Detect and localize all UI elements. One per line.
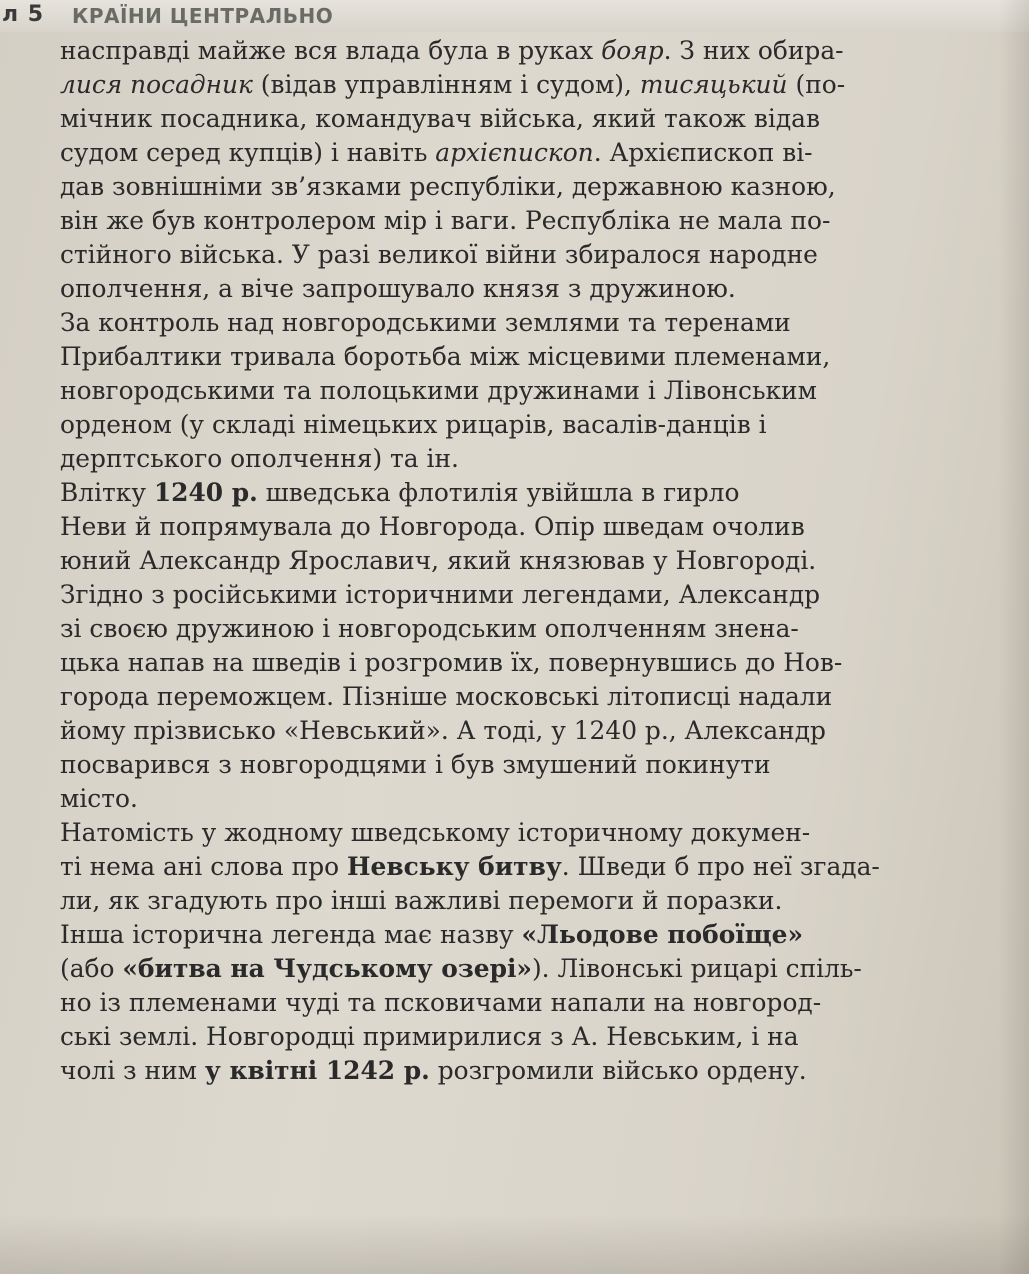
text-line (60, 72, 985, 106)
text-line (60, 956, 985, 990)
text-run: йому прізвисько «Невський». А тоді, у 1240 р., Александр (60, 716, 826, 745)
text-line (60, 446, 985, 480)
text-run: насправді майже вся влада була в руках (60, 36, 602, 65)
text-line (60, 344, 985, 378)
text-line (60, 548, 985, 582)
text-line (60, 276, 985, 310)
text-line (60, 820, 985, 854)
text-run: За контроль над новгородськими землями та теренами (60, 308, 791, 337)
text-run: . Архієпископ ві- (593, 138, 813, 167)
text-line (60, 242, 985, 276)
page-edge-shadow (999, 0, 1029, 1274)
text-line (60, 854, 985, 888)
italic-term: бояр (601, 36, 664, 65)
text-run: Влітку (60, 478, 154, 507)
text-line (60, 684, 985, 718)
text-line (60, 1024, 985, 1058)
text-run: ). Лівонські рицарі спіль- (531, 954, 862, 983)
text-run: новгородськими та полоцькими дружинами і Лівонським (60, 376, 817, 405)
text-run: ті нема ані слова про (60, 852, 348, 881)
text-line (60, 888, 985, 922)
text-run: . З них обира- (663, 36, 844, 65)
text-run: чолі з ним (60, 1056, 205, 1085)
text-run: дав зовнішніми зв’язками республіки, державною казною, (60, 172, 836, 201)
text-line (60, 616, 985, 650)
bold-term: Невську битву (347, 852, 562, 881)
text-line (60, 1058, 985, 1092)
text-run: ські землі. Новгородці примирилися з А. Невським, і на (60, 1022, 799, 1051)
text-line (60, 174, 985, 208)
chapter-number: л 5 (2, 2, 45, 27)
text-run: цька напав на шведів і розгромив їх, повернувшись до Нов- (60, 648, 843, 677)
italic-term: тисяцький (639, 70, 788, 99)
text-line (60, 412, 985, 446)
text-line (60, 922, 985, 956)
chapter-title: КРАЇНИ ЦЕНТРАЛЬНО (72, 4, 334, 28)
text-run: судом серед купців) і навіть (60, 138, 436, 167)
text-line (60, 786, 985, 820)
text-line (60, 752, 985, 786)
text-run: юний Александр Ярославич, який князював у Новгороді. (60, 546, 817, 575)
text-run: орденом (у складі німецьких рицарів, васалів-данців і (60, 410, 767, 439)
text-run: (по- (787, 70, 846, 99)
text-line (60, 990, 985, 1024)
text-run: він же був контролером мір і ваги. Республіка не мала по- (60, 206, 831, 235)
text-run: мічник посадника, командувач війська, який також відав (60, 104, 821, 133)
page-header (0, 0, 1029, 32)
text-run: Прибалтики тривала боротьба між місцевими племенами, (60, 342, 831, 371)
italic-term: архієпископ (435, 138, 594, 167)
text-run: ли, як згадують про інші важливі перемоги й поразки. (60, 886, 783, 915)
text-run: стійного війська. У разі великої війни збиралося народне (60, 240, 818, 269)
bold-term: 1240 р. (153, 478, 258, 507)
text-run: (відав управлінням і судом), (252, 70, 640, 99)
text-line (60, 480, 985, 514)
text-line (60, 38, 985, 72)
text-line (60, 650, 985, 684)
text-run: зі своєю дружиною і новгородським ополченням знена- (60, 614, 799, 643)
text-line (60, 718, 985, 752)
text-run: посварився з новгородцями і був змушений покинути (60, 750, 771, 779)
text-line (60, 208, 985, 242)
text-run: місто. (60, 784, 138, 813)
bold-term: «битва на Чудському озері» (122, 954, 532, 983)
text-run: шведська флотилія увійшла в гирло (257, 478, 740, 507)
text-run: города переможцем. Пізніше московські літописці надали (60, 682, 833, 711)
text-line (60, 378, 985, 412)
text-run: . Шведи б про неї згада- (561, 852, 880, 881)
page-shadow (0, 1214, 1029, 1274)
text-run: Неви й попрямувала до Новгорода. Опір шведам очолив (60, 512, 805, 541)
body-text (60, 38, 990, 1092)
text-line (60, 310, 985, 344)
italic-term: посадник (130, 70, 253, 99)
text-line (60, 140, 985, 174)
text-line (60, 106, 985, 140)
text-run: дерптського ополчення) та ін. (60, 444, 459, 473)
bold-term: у квітні 1242 р. (204, 1056, 430, 1085)
text-run: Згідно з російськими історичними легендами, Александр (60, 580, 821, 609)
text-run: Натомість у жодному шведському історичному докумен- (60, 818, 811, 847)
text-line (60, 514, 985, 548)
italic-term: лися (60, 70, 131, 99)
text-run: (або (60, 954, 123, 983)
text-run: но із племенами чуді та псковичами напали на новгород- (60, 988, 822, 1017)
text-run: розгромили військо ордену. (429, 1056, 807, 1085)
bold-term: «Льодове побоїще» (521, 920, 804, 949)
text-run: Інша історична легенда має назву (60, 920, 522, 949)
text-line (60, 582, 985, 616)
text-run: ополчення, а віче запрошувало князя з дружиною. (60, 274, 736, 303)
